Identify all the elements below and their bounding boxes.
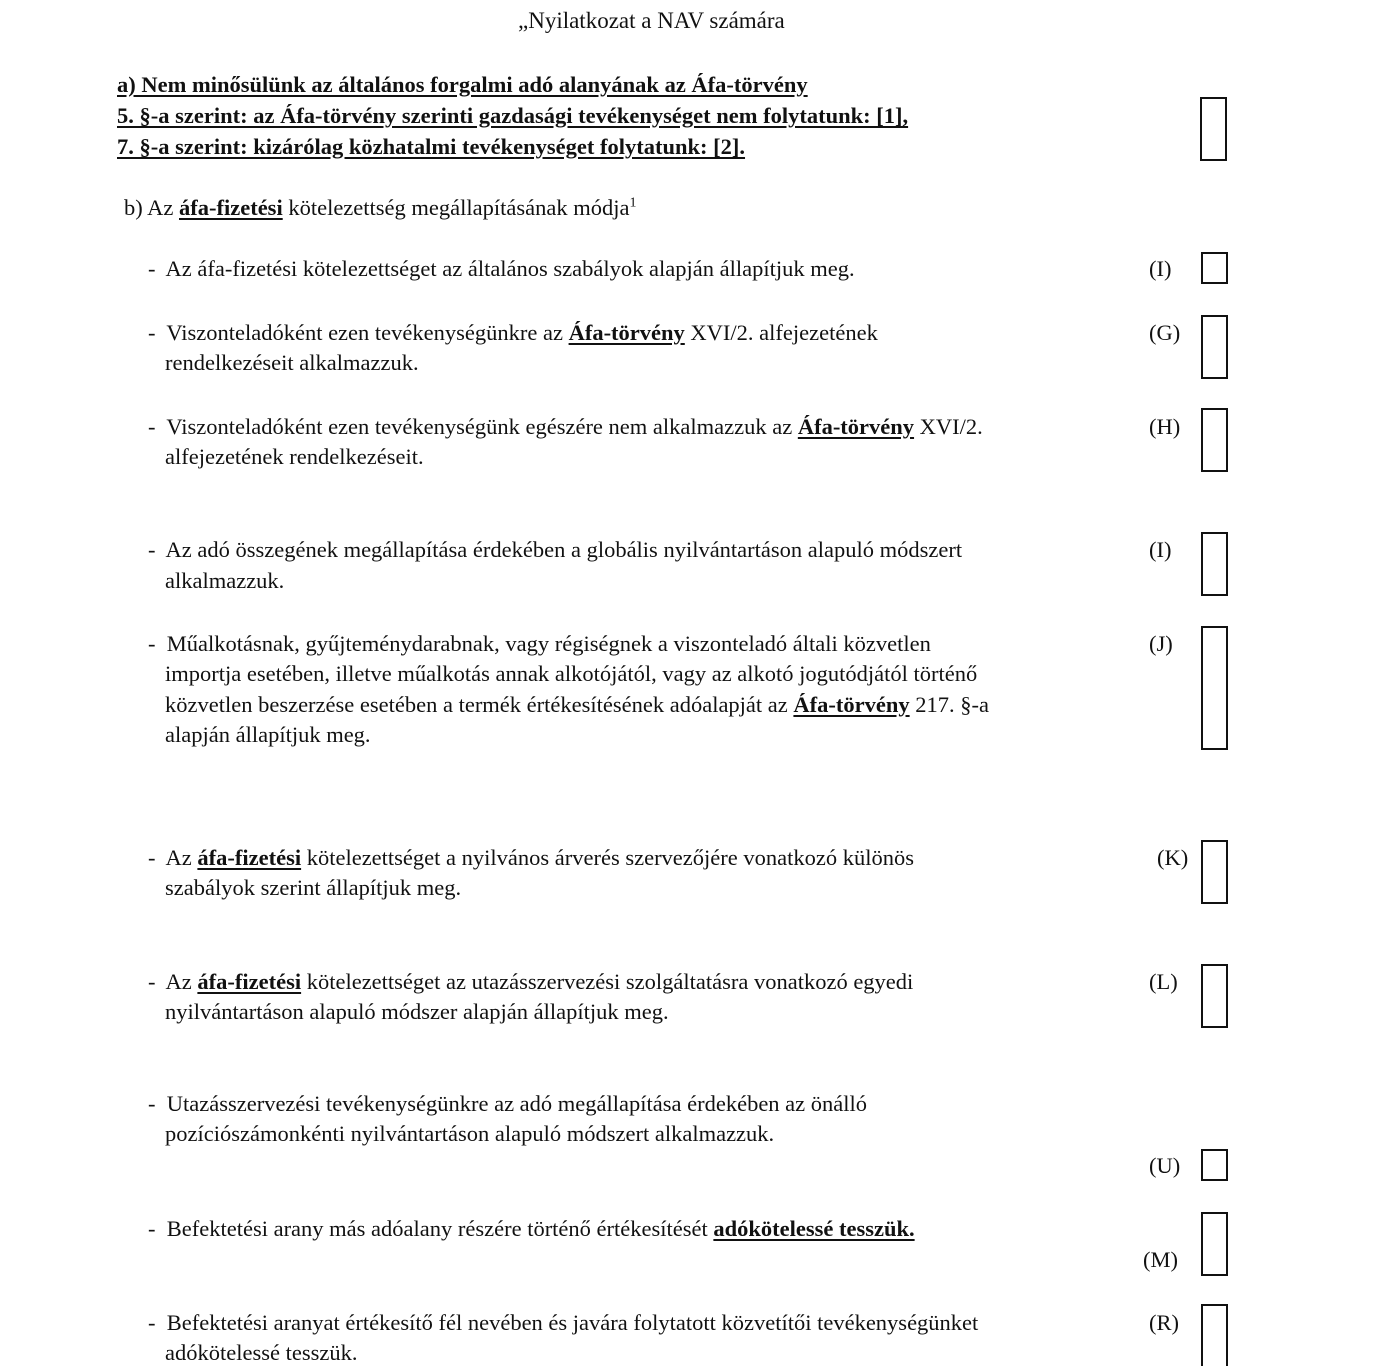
bullet-dash: -	[148, 969, 156, 994]
item-text: kötelezettséget a nyilvános árverés szervezőjére vonatkozó különös	[301, 845, 914, 870]
bullet-dash: -	[148, 845, 156, 870]
item-text-continued: nyilvántartáson alapuló módszer alapján állapítjuk meg.	[165, 999, 669, 1024]
section-a-line-2: 5. §-a szerint: az Áfa-törvény szerinti gazdasági tevékenységet nem folytatunk: [1],	[117, 103, 909, 128]
item-text-continued: pozíciószámonkénti nyilvántartáson alapuló módszert alkalmazzuk.	[165, 1121, 775, 1146]
bullet-dash: -	[148, 1310, 156, 1335]
bullet-dash: -	[148, 320, 156, 345]
list-item	[148, 254, 855, 285]
option-code: (I)	[1149, 537, 1172, 562]
item-text-continued: rendelkezéseit alkalmazzuk.	[165, 350, 419, 375]
option-checkbox[interactable]	[1201, 1304, 1228, 1366]
list-item	[148, 535, 962, 566]
item-text: Viszonteladóként ezen tevékenységünk egészére nem alkalmazzuk az	[166, 414, 798, 439]
item-text: Az	[165, 845, 198, 870]
section-b-heading	[124, 193, 636, 224]
item-text: kötelezettséget az utazásszervezési szolgáltatásra vonatkozó egyedi	[301, 969, 914, 994]
option-code: (R)	[1149, 1310, 1179, 1335]
item-text-continued: alkalmazzuk.	[165, 568, 285, 593]
item-text: Viszonteladóként ezen tevékenységünkre az	[166, 320, 569, 345]
item-text: Befektetési aranyat értékesítő fél nevében és javára folytatott közvetítői tevékenységünket	[166, 1310, 979, 1335]
option-code: (I)	[1149, 256, 1172, 281]
option-checkbox[interactable]	[1201, 1149, 1228, 1181]
item-text-continued: szabályok szerint állapítjuk meg.	[165, 875, 462, 900]
bullet-dash: -	[148, 631, 156, 656]
option-code: (U)	[1149, 1153, 1181, 1178]
list-item	[148, 1308, 978, 1339]
section-b-rest: kötelezettség megállapításának módja	[282, 195, 630, 220]
option-checkbox[interactable]	[1201, 315, 1228, 379]
list-item	[148, 1214, 915, 1245]
item-term: áfa-fizetési	[197, 969, 302, 994]
item-text-continued	[165, 690, 989, 721]
item-text: Műalkotásnak, gyűjteménydarabnak, vagy régiségnek a viszonteladó általi közvetlen	[166, 631, 931, 656]
option-checkbox[interactable]	[1201, 252, 1228, 284]
bullet-dash: -	[148, 537, 156, 562]
item-term: Áfa-törvény	[797, 414, 915, 439]
item-text: Az áfa-fizetési kötelezettséget az általános szabályok alapján állapítjuk meg.	[165, 256, 855, 281]
list-item	[148, 967, 913, 998]
item-text-continued: alapján állapítjuk meg.	[165, 722, 371, 747]
list-item	[148, 629, 931, 660]
item-term: Áfa-törvény	[568, 320, 685, 345]
option-checkbox[interactable]	[1201, 408, 1228, 472]
item-term: áfa-fizetési	[197, 845, 302, 870]
bullet-dash: -	[148, 1216, 156, 1241]
item-text: Az adó összegének megállapítása érdekében a globális nyilvántartáson alapuló módszert	[165, 537, 963, 562]
list-item	[148, 412, 983, 443]
item-text: Befektetési arany más adóalany részére történő értékesítését	[166, 1216, 714, 1241]
option-code: (M)	[1143, 1247, 1178, 1272]
option-checkbox[interactable]	[1201, 840, 1228, 904]
list-item	[148, 843, 914, 874]
item-term: adókötelessé tesszük.	[713, 1216, 915, 1241]
option-checkbox[interactable]	[1201, 626, 1228, 750]
item-text: XVI/2.	[914, 414, 983, 439]
option-checkbox[interactable]	[1201, 532, 1228, 596]
section-b-prefix: b) Az	[124, 195, 179, 220]
section-b-term: áfa-fizetési	[179, 195, 283, 220]
footnote-marker: 1	[629, 195, 637, 211]
section-a-line-1: a) Nem minősülünk az általános forgalmi adó alanyának az Áfa-törvény	[117, 72, 808, 97]
item-term: Áfa-törvény	[793, 692, 910, 717]
option-code: (J)	[1149, 631, 1173, 656]
item-text: 217. §-a	[909, 692, 989, 717]
section-a-checkbox[interactable]	[1200, 97, 1227, 161]
item-text: Az	[165, 969, 198, 994]
option-code: (K)	[1157, 845, 1189, 870]
document-title: „Nyilatkozat a NAV számára	[518, 8, 785, 33]
option-code: (L)	[1149, 969, 1178, 994]
bullet-dash: -	[148, 256, 156, 281]
item-text: Utazásszervezési tevékenységünkre az adó megállapítása érdekében az önálló	[166, 1091, 868, 1116]
item-text: XVI/2. alfejezetének	[684, 320, 878, 345]
bullet-dash: -	[148, 1091, 156, 1116]
section-a-line-3: 7. §-a szerint: kizárólag közhatalmi tevékenységet folytatunk: [2].	[117, 134, 746, 159]
item-text: közvetlen beszerzése esetében a termék értékesítésének adóalapját az	[165, 692, 794, 717]
item-text-continued: adókötelessé tesszük.	[165, 1340, 358, 1365]
item-text-continued: importja esetében, illetve műalkotás annak alkotójától, vagy az alkotó jogutódjától történő	[165, 661, 978, 686]
option-code: (G)	[1149, 320, 1181, 345]
option-checkbox[interactable]	[1201, 1212, 1228, 1276]
option-code: (H)	[1149, 414, 1181, 439]
list-item	[148, 318, 878, 349]
option-checkbox[interactable]	[1201, 964, 1228, 1028]
item-text-continued: alfejezetének rendelkezéseit.	[165, 444, 424, 469]
bullet-dash: -	[148, 414, 156, 439]
list-item	[148, 1089, 867, 1120]
